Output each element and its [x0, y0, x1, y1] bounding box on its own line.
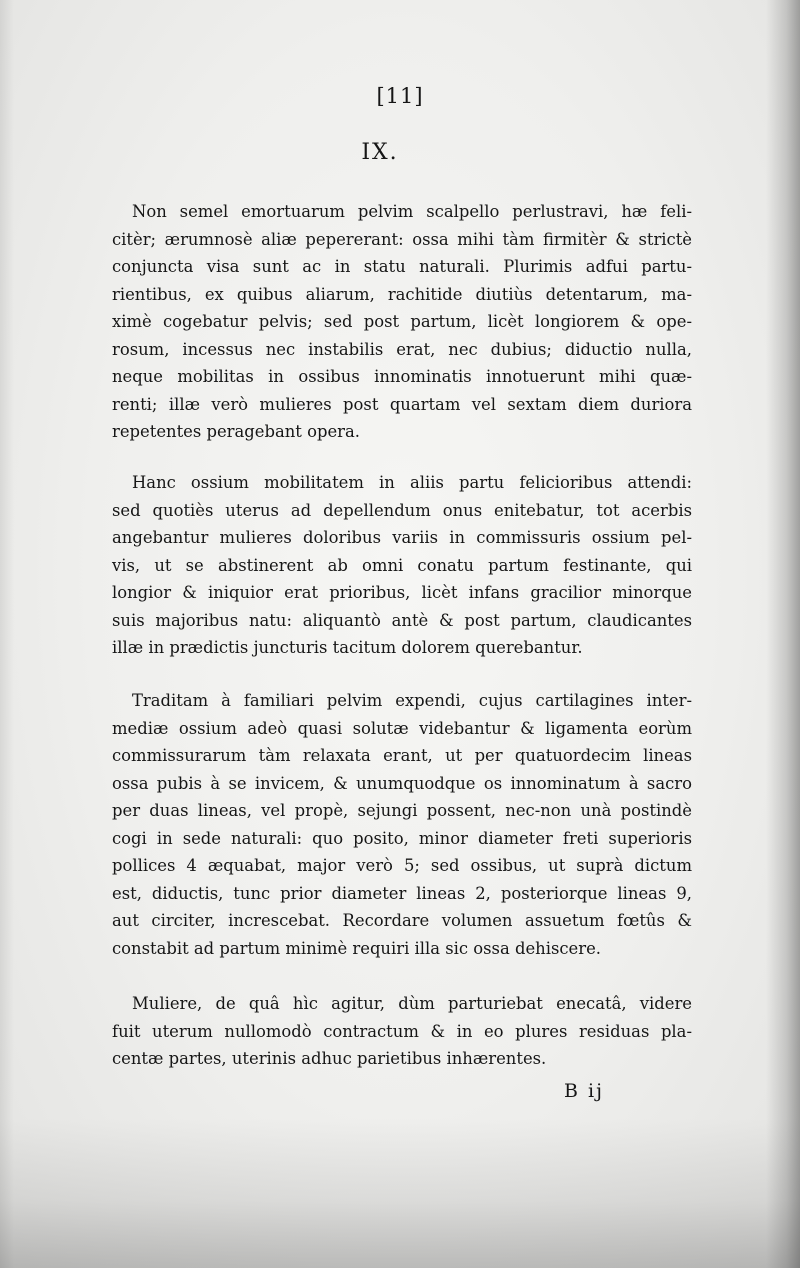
- paragraph-2: [112, 469, 692, 662]
- text-line: neque mobilitas in ossibus innominatis innotuerunt mihi quæ-: [112, 367, 692, 386]
- section-heading: IX.: [361, 140, 399, 165]
- text-line: centæ partes, uterinis adhuc parietibus inhærentes.: [112, 1049, 547, 1068]
- text-line: conjuncta visa sunt ac in statu naturali. Plurimis adfui partu-: [112, 257, 692, 276]
- text-line: constabit ad partum minimè requiri illa sic ossa dehiscere.: [112, 938, 601, 958]
- text-line: repetentes peragebant opera.: [112, 422, 360, 441]
- text-line: cogi in sede naturali: quo posito, minor diameter freti superioris: [112, 828, 692, 848]
- page-number: [11]: [376, 84, 424, 108]
- scan-shadow-bottom: [0, 1118, 800, 1268]
- text-line: fuit uterum nullomodò contractum & in eo plures residuas pla-: [112, 1021, 692, 1041]
- text-line: aut circiter, increscebat. Recordare volumen assuetum fœtûs &: [112, 911, 692, 930]
- text-line: sed quotiès uterus ad depellendum onus enitebatur, tot acerbis: [112, 500, 692, 520]
- paragraph-4: [112, 990, 692, 1073]
- text-line: citèr; ærumnosè aliæ pepererant: ossa mihi tàm firmitèr & strictè: [112, 229, 692, 249]
- text-line: angebantur mulieres doloribus variis in commissuris ossium pel-: [112, 528, 692, 547]
- paragraph-3: [112, 687, 692, 962]
- text-line: renti; illæ verò mulieres post quartam vel sextam diem duriora: [112, 394, 692, 414]
- text-line: mediæ ossium adeò quasi solutæ videbantur & ligamenta eorùm: [112, 718, 692, 738]
- text-line: vis, ut se abstinerent ab omni conatu partum festinante, qui: [112, 555, 692, 575]
- scan-shadow-right: [766, 0, 800, 1268]
- text-line: rientibus, ex quibus aliarum, rachitide diutiùs detentarum, ma-: [112, 284, 692, 304]
- scan-shadow-left: [0, 0, 14, 1268]
- text-line: Traditam à familiari pelvim expendi, cujus cartilagines inter-: [132, 691, 692, 710]
- text-line: Muliere, de quâ hìc agitur, dùm parturiebat enecatâ, videre: [132, 994, 692, 1013]
- text-line: rosum, incessus nec instabilis erat, nec dubius; diductio nulla,: [112, 339, 692, 359]
- text-line: illæ in prædictis juncturis tacitum dolorem querebantur.: [112, 638, 583, 657]
- signature-mark: B ij: [564, 1080, 604, 1102]
- text-line: Hanc ossium mobilitatem in aliis partu felicioribus attendi:: [132, 473, 692, 492]
- text-line: suis majoribus natu: aliquantò antè & post partum, claudicantes: [112, 610, 692, 630]
- text-line: pollices 4 æquabat, major verò 5; sed ossibus, ut suprà dictum: [112, 856, 692, 875]
- text-line: ossa pubis à se invicem, & unumquodque os innominatum à sacro: [112, 773, 692, 793]
- text-line: longior & iniquior erat prioribus, licèt infans gracilior minorque: [112, 583, 692, 602]
- text-line: per duas lineas, vel propè, sejungi possent, nec-non unà postindè: [112, 801, 692, 820]
- text-line: commissurarum tàm relaxata erant, ut per quatuordecim lineas: [112, 746, 692, 765]
- text-line: est, diductis, tunc prior diameter lineas 2, posteriorque lineas 9,: [112, 883, 692, 903]
- text-line: ximè cogebatur pelvis; sed post partum, licèt longiorem & ope-: [112, 312, 692, 331]
- text-line: Non semel emortuarum pelvim scalpello perlustravi, hæ feli-: [132, 202, 692, 221]
- paragraph-1: [112, 198, 692, 446]
